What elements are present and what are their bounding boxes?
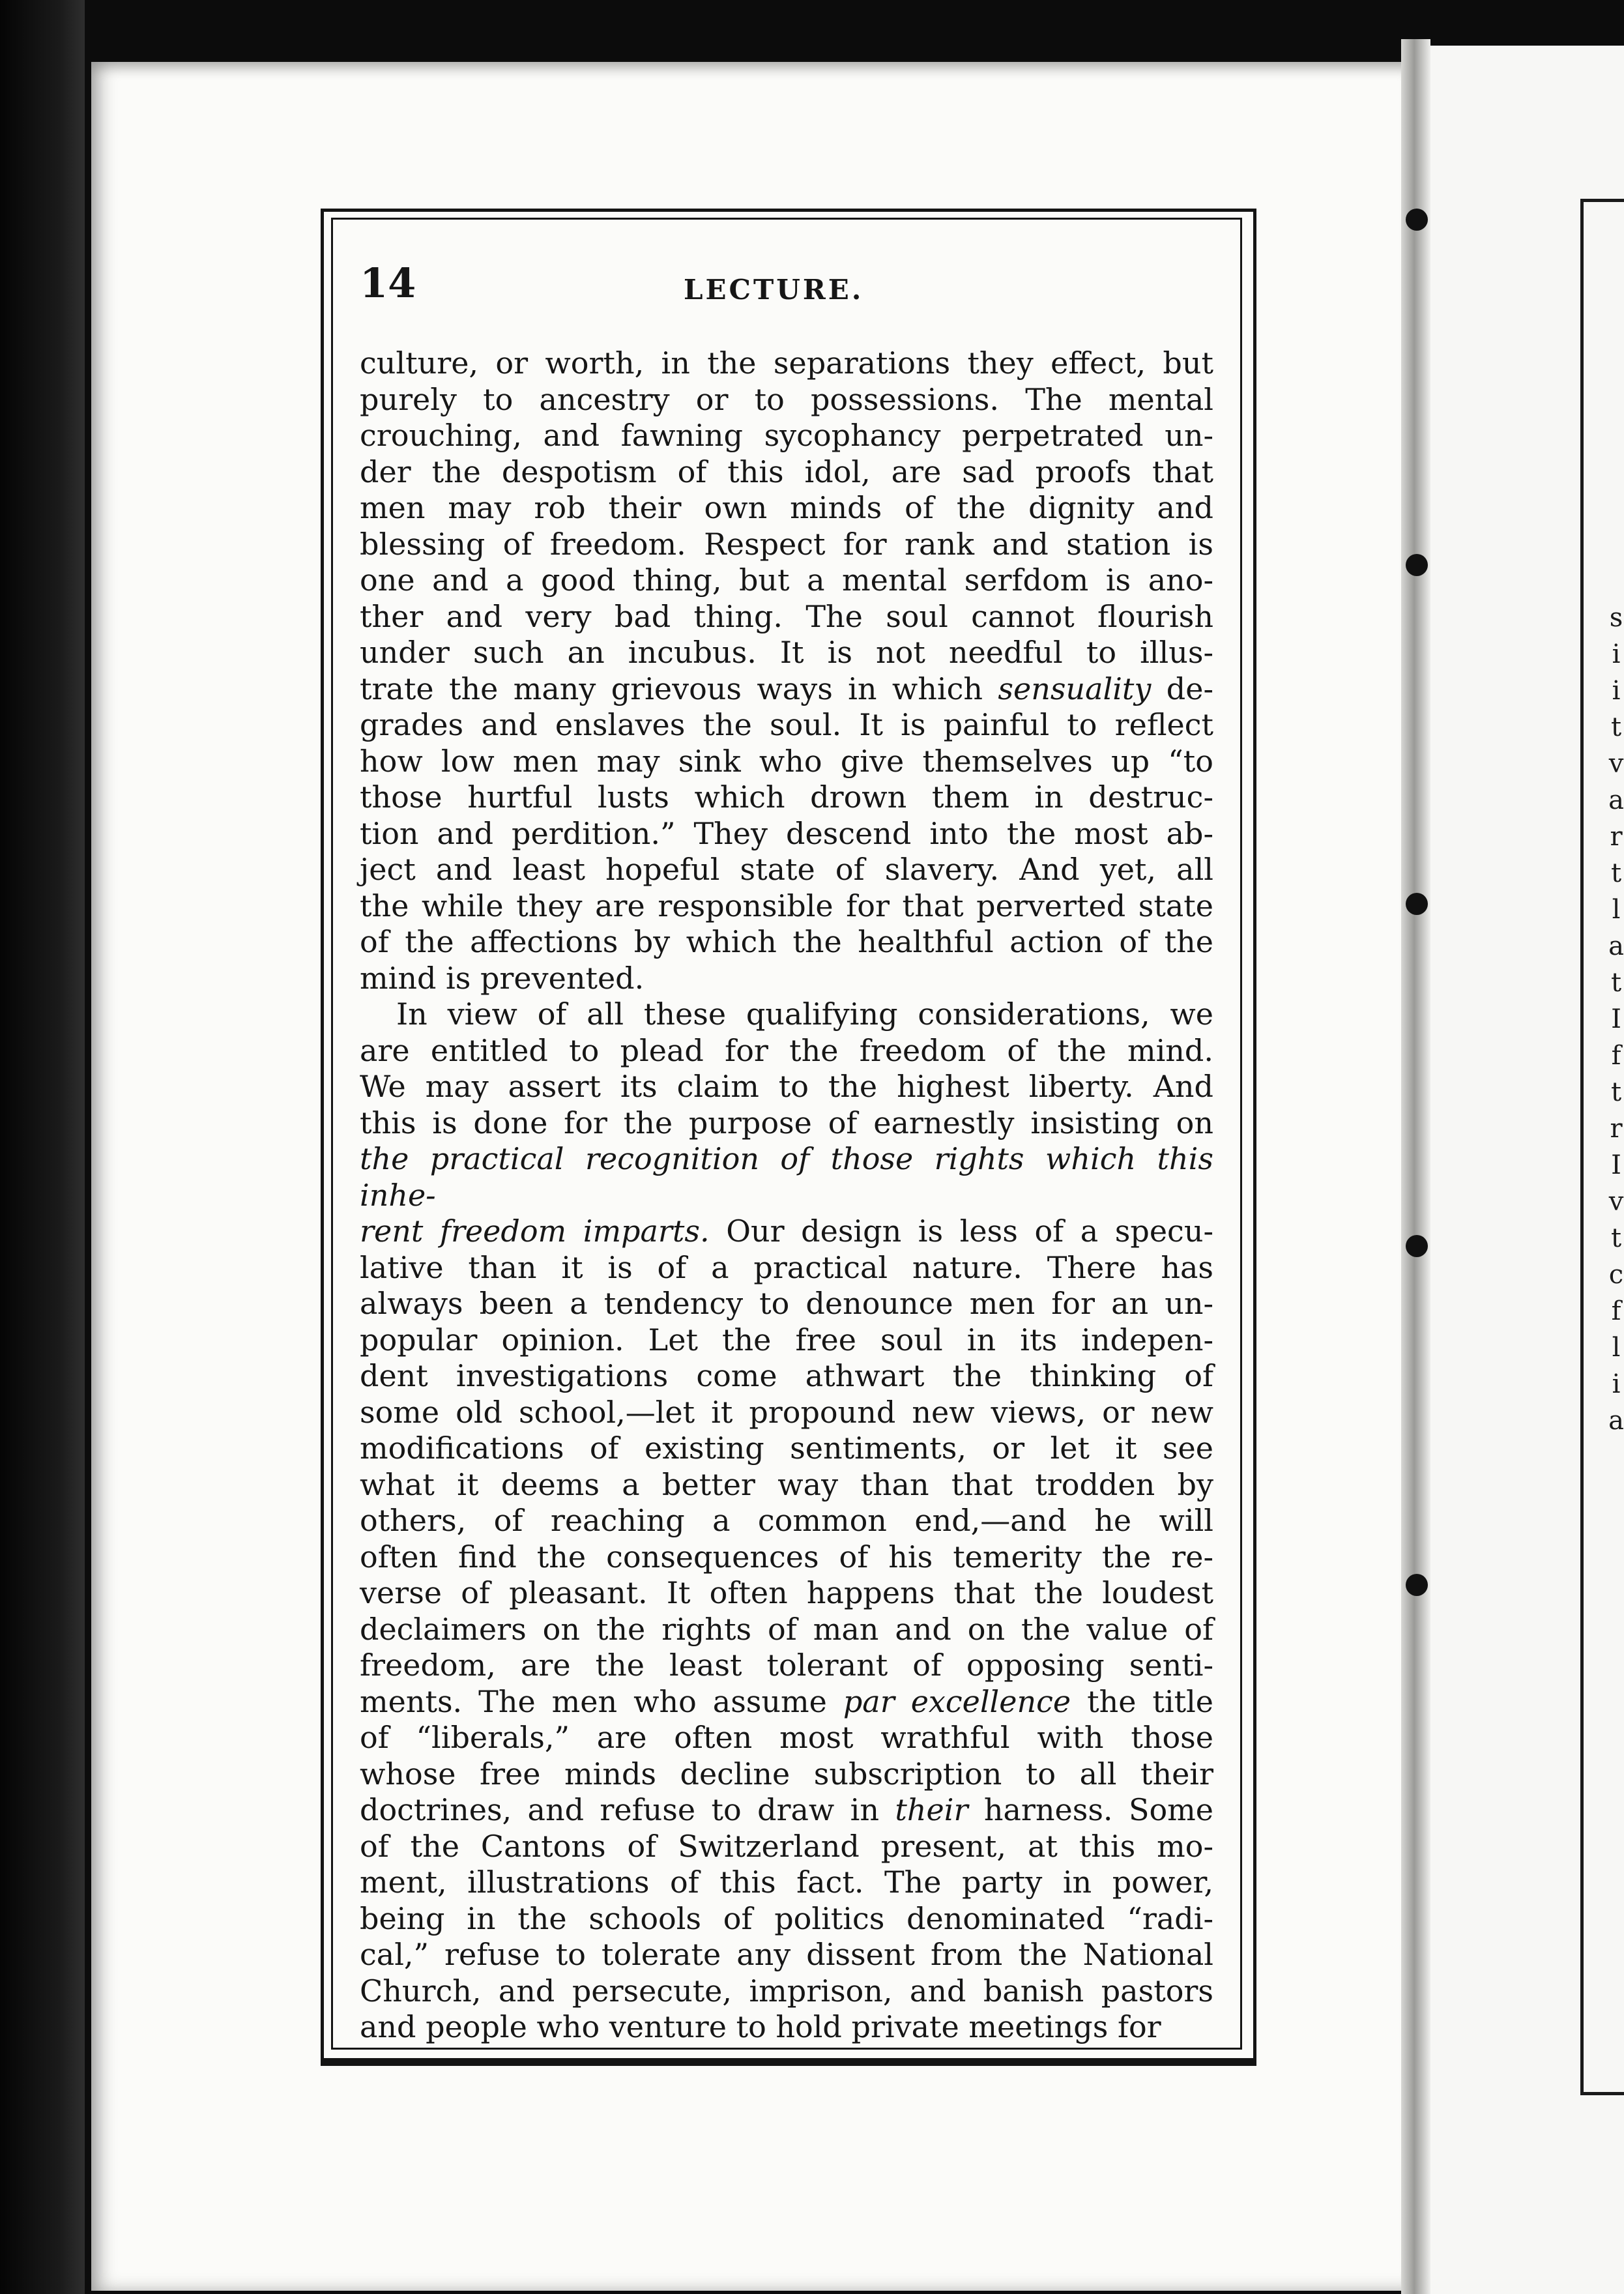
- running-title: LECTURE.: [684, 274, 864, 306]
- text-line: often find the consequences of his temerity the re-: [360, 1539, 1213, 1575]
- text-line: crouching, and fawning sycophancy perpetrated un-: [360, 418, 1213, 453]
- text-line: In view of all these qualifying considerations, we: [396, 996, 1213, 1032]
- text-line: ment, illustrations of this fact. The party in power,: [360, 1865, 1213, 1900]
- text-line: dent investigations come athwart the thinking of: [360, 1358, 1213, 1393]
- text-line: verse of pleasant. It often happens that the loudest: [360, 1575, 1213, 1610]
- text-line: the while they are responsible for that perverted state: [360, 888, 1213, 923]
- text-segment: harness. Some: [968, 1792, 1213, 1827]
- text-segment: ments. The men who assume: [360, 1683, 843, 1719]
- binding-stitch: [1406, 893, 1428, 915]
- text-line: der the despotism of this idol, are sad proofs that: [360, 454, 1213, 489]
- text-line: [360, 1792, 1213, 1829]
- facing-page-text-fragments: s i i t v a r t l a t I f t r I v t c f l i a: [1608, 603, 1624, 1436]
- text-line: popular opinion. Let the free soul in its indepen-: [360, 1322, 1213, 1358]
- text-line: some old school,—let it propound new views, or new: [360, 1394, 1213, 1430]
- italic-text: sensuality: [998, 671, 1152, 706]
- text-line: blessing of freedom. Respect for rank and station is: [360, 526, 1213, 562]
- text-line: how low men may sink who give themselves up “to: [360, 743, 1213, 779]
- text-segment: the title: [1071, 1683, 1214, 1719]
- book-gutter: [1401, 39, 1430, 2294]
- text-line: are entitled to plead for the freedom of the mind.: [360, 1032, 1213, 1068]
- binding-stitch: [1406, 1235, 1428, 1257]
- text-segment: de-: [1151, 671, 1213, 706]
- text-line: grades and enslaves the soul. It is painful to reflect: [360, 707, 1213, 742]
- text-line: ther and very bad thing. The soul cannot flourish: [360, 598, 1213, 634]
- text-segment: trate the many grievous ways in which: [360, 671, 998, 706]
- page-header: [360, 259, 1213, 318]
- text-line: mind is prevented.: [360, 960, 645, 996]
- text-line: purely to ancestry or to possessions. The mental: [360, 381, 1213, 417]
- text-line: freedom, are the least tolerant of opposing senti-: [360, 1648, 1213, 1683]
- paragraph: [360, 996, 1213, 2046]
- text-line: [360, 1213, 1213, 1250]
- text-line: [360, 1141, 1213, 1213]
- italic-text: the practical recognition of those rights which this inhe-: [360, 1141, 1213, 1213]
- text-line: lative than it is of a practical nature. There has: [360, 1249, 1213, 1285]
- page-border-bottom-rule: [321, 2058, 1256, 2063]
- text-line: We may assert its claim to the highest liberty. And: [360, 1069, 1213, 1104]
- italic-text: par excellence: [843, 1683, 1071, 1719]
- text-line: tion and perdition.” They descend into the most ab-: [360, 815, 1213, 851]
- text-line: those hurtful lusts which drown them in destruc-: [360, 779, 1213, 815]
- text-line: men may rob their own minds of the dignity and: [360, 490, 1213, 525]
- scan-background-left: [0, 0, 85, 2294]
- text-segment: Our design is less of a specu-: [709, 1213, 1213, 1249]
- text-line: cal,” refuse to tolerate any dissent from the National: [360, 1937, 1213, 1972]
- text-line: and people who venture to hold private meetings for: [360, 2009, 1161, 2044]
- text-line: Church, and persecute, imprison, and banish pastors: [360, 1973, 1213, 2009]
- text-line: this is done for the purpose of earnestly insisting on: [360, 1105, 1213, 1140]
- italic-text: their: [895, 1792, 968, 1827]
- text-line: declaimers on the rights of man and on the value of: [360, 1611, 1213, 1647]
- text-line: under such an incubus. It is not needful to illus-: [360, 635, 1213, 670]
- binding-stitch: [1406, 1574, 1428, 1596]
- text-segment: doctrines, and refuse to draw in: [360, 1792, 895, 1827]
- text-line: [360, 1684, 1213, 1720]
- text-line: modifications of existing sentiments, or let it see: [360, 1430, 1213, 1466]
- text-line: one and a good thing, but a mental serfdom is ano-: [360, 562, 1213, 598]
- italic-text: rent freedom imparts.: [360, 1213, 710, 1249]
- paragraph: [360, 345, 1213, 996]
- page-number: 14: [360, 259, 416, 307]
- text-line: others, of reaching a common end,—and he will: [360, 1503, 1213, 1538]
- text-line: being in the schools of politics denominated “radi-: [360, 1900, 1213, 1936]
- text-line: what it deems a better way than that trodden by: [360, 1466, 1213, 1502]
- text-line: of the affections by which the healthful action of the: [360, 924, 1213, 959]
- text-line: [360, 671, 1213, 708]
- text-line: of “liberals,” are often most wrathful with those: [360, 1720, 1213, 1755]
- text-line: ject and least hopeful state of slavery. And yet, all: [360, 852, 1213, 887]
- text-line: culture, or worth, in the separations they effect, but: [360, 345, 1213, 381]
- text-line: always been a tendency to denounce men for an un-: [360, 1286, 1213, 1321]
- body-text: [360, 345, 1213, 2046]
- text-line: whose free minds decline subscription to all their: [360, 1756, 1213, 1792]
- binding-stitch: [1406, 554, 1428, 576]
- binding-stitch: [1406, 209, 1428, 231]
- text-line: of the Cantons of Switzerland present, at this mo-: [360, 1828, 1213, 1864]
